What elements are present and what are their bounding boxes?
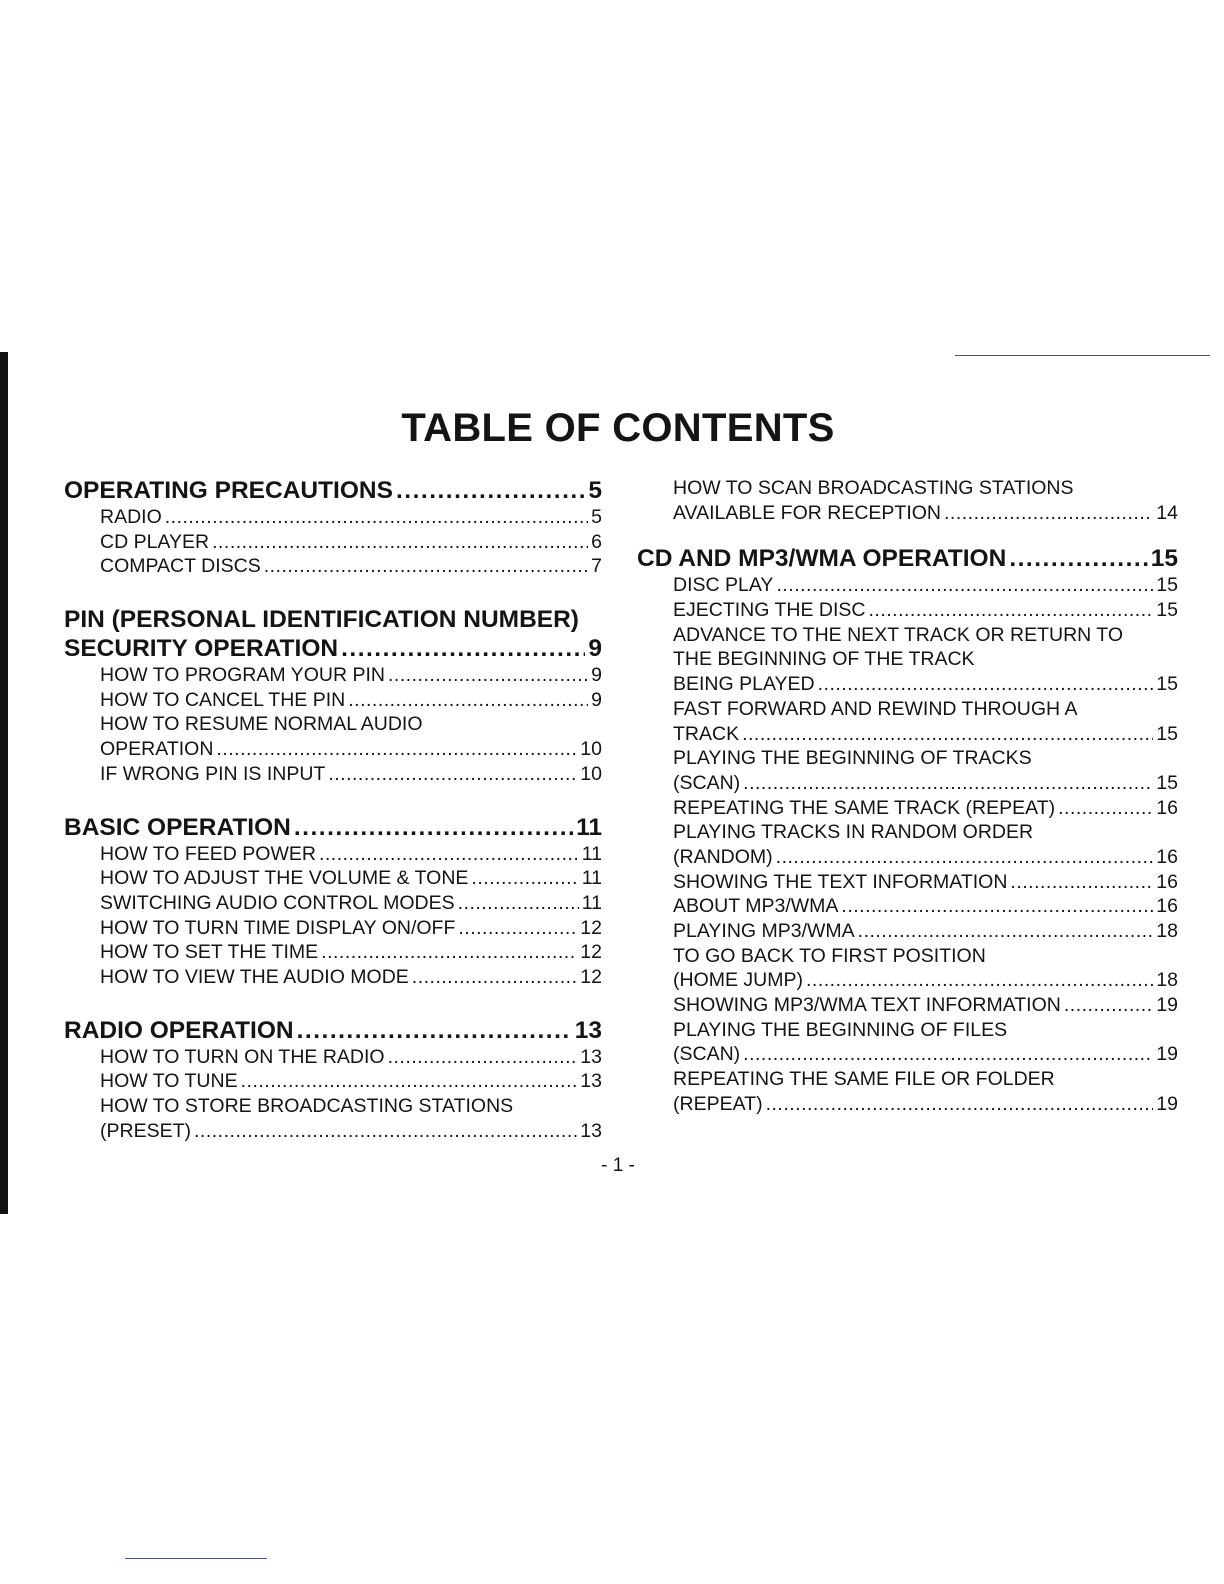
entry-page: 10 — [580, 762, 602, 785]
entry-label: (SCAN) — [673, 1043, 741, 1066]
entry-page: 19 — [1156, 1043, 1178, 1066]
toc-entry-mp3-text[interactable] — [637, 993, 1178, 1018]
dot-leader — [1010, 870, 1153, 895]
entry-page: 16 — [1156, 895, 1178, 918]
toc-entry-about-mp3[interactable] — [637, 894, 1178, 919]
dot-leader — [264, 554, 588, 579]
toc-entry-cancel-pin[interactable] — [64, 688, 602, 713]
dot-leader — [818, 672, 1154, 697]
entry-label: (PRESET) — [100, 1119, 192, 1142]
scan-edge-bar — [0, 352, 8, 1214]
section-radio-continued — [637, 476, 1178, 525]
entry-page: 9 — [591, 688, 602, 711]
dot-leader — [776, 573, 1153, 598]
entry-page: 18 — [1156, 969, 1178, 992]
toc-entry-view-audio-mode[interactable] — [64, 965, 602, 990]
entry-page: 11 — [581, 842, 602, 865]
toc-entry-home-jump[interactable] — [637, 968, 1178, 993]
entry-label: PLAYING MP3/WMA — [673, 920, 855, 942]
toc-entry-scan-files[interactable] — [637, 1042, 1178, 1067]
entry-label: BEING PLAYED — [673, 673, 815, 696]
entry-label: HOW TO TUNE — [100, 1070, 238, 1093]
entry-label: HOW TO SET THE TIME — [100, 941, 319, 964]
bottom-rule — [125, 1558, 267, 1559]
entry-page: 14 — [1156, 501, 1178, 524]
toc-entry-scan-tracks[interactable] — [637, 771, 1178, 796]
entry-page: 7 — [591, 555, 602, 578]
entry-label: HOW TO ADJUST THE VOLUME & TONE — [100, 867, 469, 890]
heading-label: RADIO OPERATION — [64, 1016, 294, 1044]
toc-entry-resume-operation[interactable] — [64, 737, 602, 762]
entry-page: 12 — [580, 965, 602, 988]
entry-page: 13 — [580, 1070, 602, 1093]
toc-entry-adjust-volume[interactable] — [64, 866, 602, 891]
toc-entry-radio[interactable] — [64, 505, 602, 530]
dot-leader — [348, 688, 588, 713]
heading-label: SECURITY OPERATION — [64, 635, 339, 663]
heading-label: BASIC OPERATION — [64, 813, 291, 841]
entry-page: 13 — [580, 1119, 602, 1142]
entry-label: HOW TO FEED POWER — [100, 842, 316, 865]
toc-heading-security-operation[interactable] — [64, 634, 602, 663]
toc-entry-scan-tracks-line1[interactable]: PLAYING THE BEGINNING OF TRACKS — [673, 747, 1032, 770]
entry-label: SHOWING MP3/WMA TEXT INFORMATION — [673, 994, 1061, 1017]
toc-entry-compact-discs[interactable] — [64, 554, 602, 579]
toc-entry-random-line1[interactable]: PLAYING TRACKS IN RANDOM ORDER — [673, 821, 1034, 844]
toc-heading-operating-precautions[interactable] — [64, 476, 602, 505]
dot-leader — [458, 916, 577, 941]
toc-entry-scan-files-line1[interactable]: PLAYING THE BEGINNING OF FILES — [673, 1018, 1008, 1041]
entry-page: 19 — [1156, 1092, 1178, 1115]
entry-page: 15 — [1156, 599, 1178, 622]
entry-label: HOW TO TURN ON THE RADIO — [100, 1045, 385, 1068]
heading-label: OPERATING PRECAUTIONS — [64, 477, 393, 504]
dot-leader — [396, 476, 585, 505]
toc-right-column — [637, 476, 1178, 1136]
dot-leader — [319, 842, 579, 867]
toc-entry-random[interactable] — [637, 845, 1178, 870]
entry-label: SWITCHING AUDIO CONTROL MODES — [100, 891, 455, 914]
toc-entry-feed-power[interactable] — [64, 842, 602, 867]
section-operating-precautions — [64, 476, 602, 579]
entry-page: 9 — [591, 664, 602, 687]
page-number: - 1 - — [601, 1155, 635, 1176]
dot-leader — [776, 845, 1154, 870]
toc-entry-time-display[interactable] — [64, 916, 602, 941]
entry-label: ABOUT MP3/WMA — [673, 895, 839, 918]
entry-page: 13 — [580, 1045, 602, 1068]
entry-page: 15 — [1156, 574, 1178, 597]
dot-leader — [766, 1092, 1154, 1117]
dot-leader — [743, 771, 1153, 796]
toc-entry-set-time[interactable] — [64, 940, 602, 965]
heading-page: 11 — [576, 813, 602, 841]
dot-leader — [241, 1069, 578, 1094]
entry-page: 16 — [1156, 796, 1178, 819]
entry-page: 10 — [580, 738, 602, 761]
dot-leader — [341, 634, 585, 663]
dot-leader — [388, 663, 588, 688]
dot-leader — [944, 501, 1153, 526]
heading-label: CD AND MP3/WMA OPERATION — [637, 545, 1007, 573]
heading-page: 5 — [588, 477, 602, 504]
dot-leader — [165, 505, 588, 530]
toc-entry-home-line1[interactable]: TO GO BACK TO FIRST POSITION — [673, 944, 986, 967]
entry-label: AVAILABLE FOR RECEPTION — [673, 501, 942, 524]
entry-page: 15 — [1156, 673, 1178, 696]
entry-page: 18 — [1156, 920, 1178, 942]
entry-label: CD PLAYER — [100, 530, 210, 553]
toc-entry-switching-modes[interactable] — [64, 891, 602, 916]
dot-leader — [742, 722, 1153, 747]
dot-leader — [212, 530, 588, 555]
entry-page: 12 — [580, 916, 602, 939]
dot-leader — [1058, 796, 1153, 821]
heading-page: 13 — [574, 1016, 602, 1044]
dot-leader — [328, 762, 577, 787]
dot-leader — [1009, 544, 1147, 573]
toc-entry-advance-line1[interactable]: ADVANCE TO THE NEXT TRACK OR RETURN TO — [673, 623, 1124, 646]
toc-entry-tune[interactable] — [64, 1069, 602, 1094]
toc-entry-repeat-track[interactable] — [637, 796, 1178, 821]
toc-entry-scan-available[interactable] — [637, 501, 1178, 526]
entry-label: SHOWING THE TEXT INFORMATION — [673, 870, 1008, 893]
entry-page: 5 — [591, 506, 602, 528]
entry-label: (RANDOM) — [673, 845, 773, 868]
toc-left-column — [64, 476, 602, 1169]
entry-label: IF WRONG PIN IS INPUT — [100, 762, 326, 785]
toc-heading-pin-line1[interactable]: PIN (PERSONAL IDENTIFICATION NUMBER) — [64, 606, 579, 634]
toc-entry-eject[interactable] — [637, 598, 1178, 623]
toc-entry-wrong-pin[interactable] — [64, 762, 602, 787]
toc-entry-advance-line2[interactable]: THE BEGINNING OF THE TRACK — [673, 648, 975, 671]
entry-label: (SCAN) — [673, 771, 741, 794]
top-rule — [955, 355, 1210, 356]
toc-entry-store-line1[interactable]: HOW TO STORE BROADCASTING STATIONS — [100, 1095, 514, 1117]
toc-entry-playing-mp3[interactable] — [637, 919, 1178, 944]
toc-entry-advance-track[interactable] — [637, 672, 1178, 697]
dot-leader — [297, 1016, 572, 1045]
dot-leader — [194, 1119, 577, 1144]
toc-entry-store-preset[interactable] — [64, 1119, 602, 1144]
section-radio-operation — [64, 1016, 602, 1144]
toc-entry-text-info[interactable] — [637, 870, 1178, 895]
entry-page: 6 — [591, 530, 602, 553]
entry-label: OPERATION — [100, 738, 214, 761]
dot-leader — [216, 737, 577, 762]
entry-label: COMPACT DISCS — [100, 555, 261, 578]
section-basic-operation — [64, 813, 602, 990]
entry-page: 15 — [1156, 771, 1178, 794]
entry-label: TRACK — [673, 722, 740, 745]
entry-label: EJECTING THE DISC — [673, 599, 866, 622]
entry-label: (HOME JUMP) — [673, 969, 803, 992]
section-cd-mp3-wma — [637, 544, 1178, 1116]
dot-leader — [869, 598, 1154, 623]
toc-entry-turn-on-radio[interactable] — [64, 1045, 602, 1070]
dot-leader — [743, 1042, 1153, 1067]
entry-label: DISC PLAY — [673, 574, 774, 597]
entry-page: 16 — [1156, 845, 1178, 868]
toc-entry-program-pin[interactable] — [64, 663, 602, 688]
toc-entry-ff-line1[interactable]: FAST FORWARD AND REWIND THROUGH A — [673, 697, 1078, 720]
toc-entry-cd-player[interactable] — [64, 530, 602, 555]
entry-page: 19 — [1156, 994, 1178, 1017]
toc-entry-repeat-file[interactable] — [637, 1092, 1178, 1117]
entry-page: 11 — [581, 867, 602, 890]
entry-label: HOW TO PROGRAM YOUR PIN — [100, 664, 385, 687]
entry-page: 15 — [1156, 722, 1178, 745]
dot-leader — [388, 1045, 578, 1070]
heading-page: 9 — [588, 635, 602, 663]
entry-page: 11 — [581, 891, 602, 914]
toc-entry-fast-forward[interactable] — [637, 722, 1178, 747]
entry-label: (REPEAT) — [673, 1092, 763, 1115]
dot-leader — [858, 919, 1154, 944]
dot-leader — [294, 813, 573, 842]
toc-entry-repeat-file-line1[interactable]: REPEATING THE SAME FILE OR FOLDER — [673, 1068, 1055, 1091]
dot-leader — [321, 940, 577, 965]
heading-page: 15 — [1150, 545, 1178, 573]
dot-leader — [841, 894, 1153, 919]
entry-page: 16 — [1156, 870, 1178, 893]
toc-heading-cd-operation[interactable] — [637, 544, 1178, 573]
entry-page: 12 — [580, 941, 602, 964]
section-pin-security — [64, 605, 602, 786]
toc-heading-radio-operation[interactable] — [64, 1016, 602, 1045]
toc-entry-scan-line1[interactable]: HOW TO SCAN BROADCASTING STATIONS — [673, 477, 1074, 499]
toc-heading-basic-operation[interactable] — [64, 813, 602, 842]
entry-label: HOW TO TURN TIME DISPLAY ON/OFF — [100, 916, 456, 939]
dot-leader — [471, 866, 578, 891]
entry-label: HOW TO CANCEL THE PIN — [100, 688, 346, 711]
page-title: TABLE OF CONTENTS — [401, 406, 835, 450]
dot-leader — [806, 968, 1153, 993]
toc-entry-disc-play[interactable] — [637, 573, 1178, 598]
entry-label: REPEATING THE SAME TRACK (REPEAT) — [673, 796, 1056, 819]
entry-label: HOW TO VIEW THE AUDIO MODE — [100, 965, 409, 988]
dot-leader — [1064, 993, 1153, 1018]
dot-leader — [412, 965, 578, 990]
dot-leader — [458, 891, 579, 916]
entry-label: RADIO — [100, 506, 162, 528]
toc-entry-resume-line1[interactable]: HOW TO RESUME NORMAL AUDIO — [100, 713, 423, 736]
